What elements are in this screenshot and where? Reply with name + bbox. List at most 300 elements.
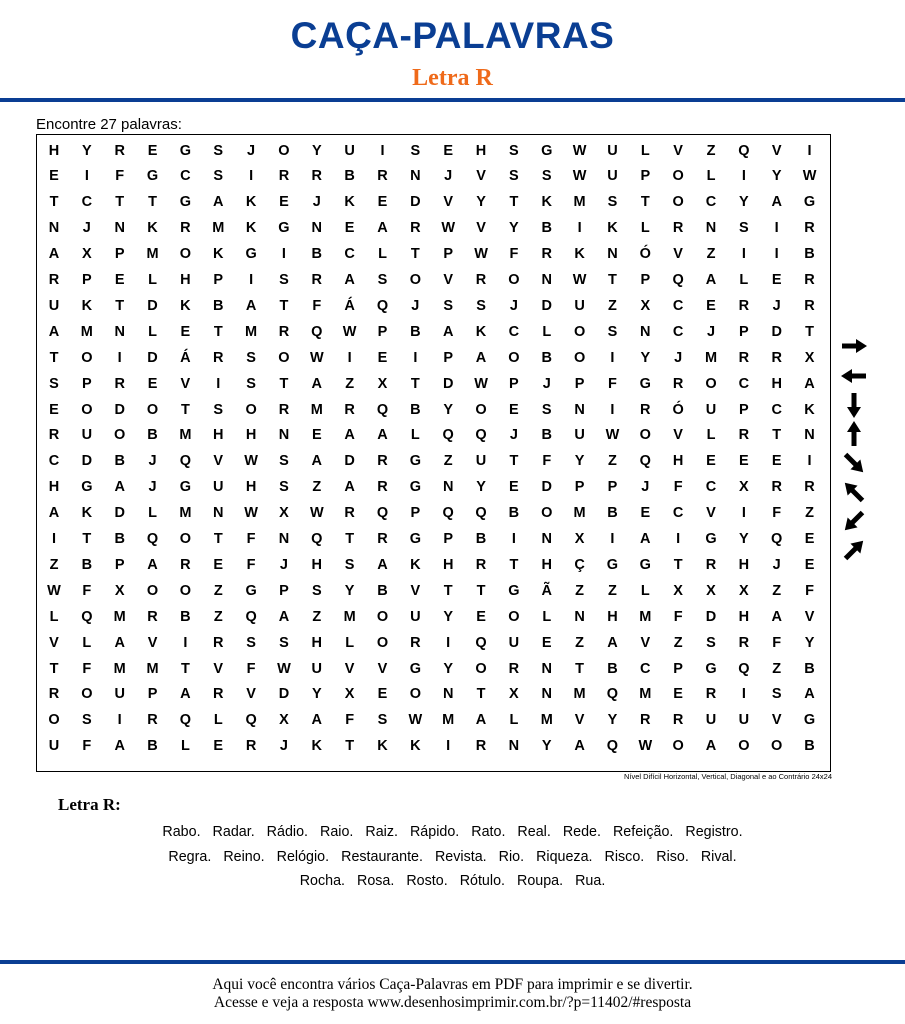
grid-letter: R bbox=[213, 686, 224, 703]
word-item: Riso. bbox=[656, 849, 689, 865]
grid-letter: M bbox=[704, 349, 718, 366]
grid-letter: B bbox=[475, 531, 487, 547]
arrow-right-icon bbox=[842, 339, 867, 353]
grid-letter: N bbox=[410, 168, 421, 185]
grid-letter: N bbox=[311, 220, 323, 237]
grid-letter: B bbox=[147, 738, 158, 755]
grid-letter: H bbox=[738, 556, 750, 573]
grid-letter: I bbox=[117, 349, 122, 366]
grid-letter: Á bbox=[180, 349, 191, 366]
grid-letter: E bbox=[804, 531, 815, 547]
grid-letter: R bbox=[377, 531, 388, 547]
grid-letter: T bbox=[82, 531, 92, 547]
grid-letter: H bbox=[48, 142, 60, 159]
grid-letter: R bbox=[180, 556, 191, 573]
grid-letter: A bbox=[344, 272, 355, 288]
grid-letter: L bbox=[542, 323, 552, 340]
grid-letter: F bbox=[115, 168, 125, 185]
grid-letter: B bbox=[541, 220, 552, 237]
grid-letter: C bbox=[48, 453, 60, 470]
grid-letter: M bbox=[146, 246, 159, 263]
grid-letter: G bbox=[146, 168, 159, 185]
grid-letter: O bbox=[541, 505, 553, 522]
grid-letter: G bbox=[639, 556, 651, 573]
grid-letter: S bbox=[311, 582, 322, 599]
grid-letter: C bbox=[640, 660, 651, 677]
grid-letter: Y bbox=[541, 738, 552, 755]
grid-letter: N bbox=[114, 220, 125, 237]
grid-letter: G bbox=[409, 479, 421, 496]
grid-letter: N bbox=[541, 660, 552, 677]
grid-letter: Z bbox=[608, 453, 617, 470]
grid-letter: Q bbox=[475, 505, 487, 522]
grid-letter: E bbox=[377, 686, 388, 703]
grid-letter: R bbox=[114, 375, 125, 392]
grid-letter: A bbox=[442, 323, 454, 340]
grid-letter: N bbox=[213, 505, 224, 522]
grid-letter: D bbox=[114, 401, 125, 418]
grid-letter: Y bbox=[804, 634, 815, 651]
grid-letter: M bbox=[573, 505, 586, 522]
grid-letter: W bbox=[802, 168, 817, 185]
grid-letter: K bbox=[804, 401, 815, 418]
grid-letter: M bbox=[113, 660, 126, 677]
grid-letter: H bbox=[607, 608, 618, 625]
grid-letter: B bbox=[147, 427, 158, 444]
grid-letter: A bbox=[278, 608, 290, 625]
grid-letter: Z bbox=[213, 608, 223, 625]
grid-letter: H bbox=[771, 375, 782, 392]
grid-letter: N bbox=[574, 401, 585, 418]
word-item: Regra. bbox=[168, 849, 212, 865]
word-item: Rádio. bbox=[266, 824, 308, 840]
grid-letter: H bbox=[213, 427, 224, 444]
grid-letter: H bbox=[311, 634, 323, 651]
grid-letter: I bbox=[610, 531, 615, 547]
grid-letter: K bbox=[607, 220, 618, 237]
grid-letter: O bbox=[672, 738, 684, 755]
grid-letter: S bbox=[706, 634, 716, 651]
grid-letter: T bbox=[115, 297, 125, 314]
word-item: Rio. bbox=[498, 849, 525, 865]
grid-letter: P bbox=[574, 375, 585, 392]
grid-letter: E bbox=[213, 556, 224, 573]
grid-letter: K bbox=[147, 220, 158, 237]
grid-letter: E bbox=[180, 323, 191, 340]
grid-letter: S bbox=[49, 375, 59, 392]
grid-letter: G bbox=[705, 660, 717, 677]
grid-letter: Q bbox=[606, 738, 619, 755]
grid-letter: N bbox=[574, 608, 585, 625]
grid-letter: P bbox=[640, 168, 651, 185]
grid-letter: O bbox=[705, 375, 717, 392]
grid-letter: V bbox=[771, 712, 782, 729]
grid-letter: S bbox=[541, 168, 552, 185]
grid-letter: X bbox=[279, 505, 289, 522]
grid-letter: G bbox=[803, 712, 816, 729]
grid-letter: R bbox=[640, 401, 651, 418]
word-item: Rápido. bbox=[409, 824, 460, 840]
grid-letter: P bbox=[279, 582, 289, 599]
grid-letter: I bbox=[183, 634, 188, 651]
grid-letter: O bbox=[639, 427, 651, 444]
grid-letter: O bbox=[81, 686, 93, 703]
grid-letter: T bbox=[148, 194, 157, 211]
grid-letter: E bbox=[213, 738, 224, 755]
grid-letter: G bbox=[705, 531, 717, 547]
grid-letter: V bbox=[213, 453, 224, 470]
grid-letter: A bbox=[114, 479, 125, 496]
grid-letter: E bbox=[706, 453, 716, 470]
grid-letter: F bbox=[673, 608, 683, 625]
grid-letter: F bbox=[246, 660, 256, 677]
grid-letter: D bbox=[114, 505, 125, 522]
grid-letter: D bbox=[81, 453, 93, 470]
grid-letter: A bbox=[377, 556, 388, 573]
grid-letter: L bbox=[739, 272, 749, 288]
grid-letter: W bbox=[572, 272, 587, 288]
grid-letter: I bbox=[84, 168, 89, 185]
grid-letter: X bbox=[279, 712, 289, 729]
grid-letter: I bbox=[380, 142, 385, 159]
grid-letter: O bbox=[81, 349, 93, 366]
grid-letter: C bbox=[180, 168, 191, 185]
grid-letter: X bbox=[509, 686, 519, 703]
grid-letter: X bbox=[82, 246, 92, 263]
grid-letter: S bbox=[246, 375, 256, 392]
footer-link-text: Acesse e veja a resposta www.desenhosimprimir.com.br/?p=11402/#resposta bbox=[213, 994, 692, 1011]
word-list-line bbox=[20, 848, 885, 866]
grid-letter: W bbox=[342, 323, 357, 340]
grid-letter: Q bbox=[606, 686, 619, 703]
grid-letter: A bbox=[114, 634, 125, 651]
grid-letter: I bbox=[249, 272, 254, 288]
grid-letter: Ó bbox=[639, 246, 651, 263]
grid-letter: Z bbox=[345, 375, 355, 392]
grid-letter: J bbox=[279, 738, 288, 755]
grid-letter: P bbox=[213, 272, 224, 288]
grid-letter: A bbox=[804, 686, 815, 703]
grid-letter: R bbox=[640, 712, 651, 729]
grid-letter: W bbox=[572, 142, 587, 159]
grid-letter: P bbox=[739, 323, 749, 340]
grid-letter: D bbox=[147, 349, 158, 366]
grid-letter: U bbox=[738, 712, 750, 729]
grid-letter: O bbox=[114, 427, 126, 444]
grid-letter: E bbox=[49, 168, 59, 185]
grid-letter: P bbox=[607, 479, 618, 496]
grid-letter: G bbox=[81, 479, 93, 496]
grid-letter: Y bbox=[311, 686, 322, 703]
grid-letter: D bbox=[147, 297, 158, 314]
grid-letter: T bbox=[772, 427, 782, 444]
grid-letter: V bbox=[476, 168, 486, 185]
grid-letter: L bbox=[49, 608, 59, 625]
grid-letter: G bbox=[278, 220, 290, 237]
grid-letter: N bbox=[640, 323, 651, 340]
grid-letter: G bbox=[409, 660, 421, 677]
grid-letter: E bbox=[509, 479, 519, 496]
grid-letter: Q bbox=[475, 427, 487, 444]
grid-letter: T bbox=[608, 272, 617, 288]
grid-letter: K bbox=[475, 323, 487, 340]
grid-letter: Y bbox=[574, 453, 585, 470]
grid-letter: S bbox=[476, 297, 486, 314]
grid-letter: O bbox=[278, 349, 290, 366]
grid-letter: L bbox=[706, 427, 716, 444]
grid-letter: W bbox=[309, 349, 324, 366]
page-subtitle: Letra R bbox=[412, 65, 493, 91]
grid-letter: L bbox=[706, 168, 716, 185]
grid-letter: A bbox=[311, 375, 323, 392]
grid-letter: Z bbox=[608, 582, 617, 599]
grid-letter: Y bbox=[607, 712, 618, 729]
grid-letter: O bbox=[672, 168, 684, 185]
grid-letter: N bbox=[705, 220, 717, 237]
grid-letter: A bbox=[377, 220, 388, 237]
grid-letter: M bbox=[639, 608, 652, 625]
grid-letter: J bbox=[411, 297, 420, 314]
grid-letter: M bbox=[573, 686, 586, 703]
grid-letter: U bbox=[410, 608, 421, 625]
grid-letter: P bbox=[147, 686, 158, 703]
arrow-left-icon bbox=[841, 369, 866, 383]
grid-letter: F bbox=[608, 375, 617, 392]
grid-letter: D bbox=[344, 453, 355, 470]
grid-letter: F bbox=[312, 297, 322, 314]
grid-letter: V bbox=[410, 582, 421, 599]
grid-letter: Y bbox=[443, 660, 454, 677]
grid-letter: V bbox=[640, 634, 651, 651]
grid-letter: W bbox=[605, 427, 620, 444]
grid-letter: E bbox=[673, 686, 683, 703]
grid-letter: I bbox=[741, 505, 746, 522]
grid-letter: V bbox=[180, 375, 191, 392]
grid-letter: O bbox=[245, 401, 257, 418]
grid-letter: R bbox=[344, 505, 355, 522]
grid-letter: F bbox=[772, 505, 782, 522]
word-item: Reino. bbox=[223, 849, 265, 865]
grid-letter: R bbox=[672, 220, 684, 237]
grid-letter: J bbox=[509, 297, 518, 314]
grid-letter: K bbox=[245, 194, 257, 211]
grid-letter: R bbox=[672, 375, 684, 392]
grid-letter: G bbox=[409, 453, 421, 470]
word-item: Raio. bbox=[320, 824, 354, 840]
grid-letter: X bbox=[673, 582, 683, 599]
grid-letter: Y bbox=[509, 220, 519, 237]
grid-letter: Q bbox=[146, 531, 159, 547]
grid-letter: B bbox=[81, 556, 93, 573]
grid-letter: T bbox=[805, 323, 814, 340]
grid-letter: I bbox=[347, 349, 352, 366]
grid-letter: G bbox=[179, 142, 192, 159]
word-item: Relógio. bbox=[276, 849, 330, 865]
grid-letter: V bbox=[706, 505, 716, 522]
grid-letter: P bbox=[443, 246, 454, 263]
arrow-up-left-icon bbox=[840, 478, 868, 506]
grid-letter: R bbox=[311, 168, 323, 185]
grid-letter: Z bbox=[443, 453, 453, 470]
grid-letter: U bbox=[574, 427, 585, 444]
grid-letter: W bbox=[474, 246, 488, 263]
grid-letter: H bbox=[311, 556, 323, 573]
grid-letter: T bbox=[640, 194, 650, 211]
grid-letter: Q bbox=[639, 453, 651, 470]
grid-letter: V bbox=[213, 660, 224, 677]
grid-letter: R bbox=[738, 634, 750, 651]
grid-letter: R bbox=[48, 272, 60, 288]
grid-letter: Y bbox=[476, 194, 486, 211]
grid-letter: P bbox=[640, 272, 651, 288]
grid-letter: E bbox=[706, 297, 716, 314]
grid-letter: I bbox=[216, 375, 221, 392]
grid-letter: M bbox=[179, 427, 192, 444]
grid-letter: Z bbox=[673, 634, 683, 651]
grid-letter: Z bbox=[312, 608, 322, 625]
grid-letter: P bbox=[114, 246, 125, 263]
grid-letter: Z bbox=[312, 479, 322, 496]
grid-letter: A bbox=[48, 505, 60, 522]
grid-letter: R bbox=[213, 634, 224, 651]
grid-letter: R bbox=[114, 142, 125, 159]
grid-letter: R bbox=[344, 401, 355, 418]
word-list-line bbox=[20, 872, 885, 890]
grid-letter: U bbox=[48, 738, 60, 755]
grid-letter: U bbox=[705, 712, 717, 729]
grid-letter: W bbox=[638, 738, 653, 755]
grid-letter: T bbox=[410, 375, 420, 392]
grid-letter: K bbox=[180, 297, 191, 314]
grid-letter: I bbox=[249, 168, 254, 185]
grid-letter: T bbox=[345, 738, 355, 755]
word-item: Restaurante. bbox=[341, 849, 423, 865]
grid-letter: S bbox=[377, 712, 388, 729]
grid-letter: M bbox=[310, 401, 323, 418]
grid-letter: D bbox=[705, 608, 717, 625]
grid-letter: L bbox=[410, 427, 420, 444]
grid-letter: N bbox=[508, 738, 520, 755]
grid-letter: B bbox=[541, 349, 552, 366]
grid-letter: D bbox=[541, 479, 552, 496]
grid-letter: C bbox=[344, 246, 355, 263]
grid-letter: S bbox=[607, 194, 618, 211]
grid-letter: Z bbox=[706, 246, 716, 263]
grid-letter: B bbox=[377, 582, 388, 599]
grid-letter: C bbox=[738, 375, 750, 392]
grid-letter: F bbox=[673, 479, 683, 496]
page-title: CAÇA-PALAVRAS bbox=[290, 15, 615, 56]
grid-letter: G bbox=[803, 194, 816, 211]
grid-letter: M bbox=[573, 194, 586, 211]
footer-text: Aqui você encontra vários Caça-Palavras em PDF para imprimir e se divertir. bbox=[212, 976, 693, 993]
grid-letter: T bbox=[575, 660, 585, 677]
grid-letter: R bbox=[475, 556, 487, 573]
grid-letter: J bbox=[772, 556, 781, 573]
grid-letter: L bbox=[148, 272, 157, 288]
grid-letter: J bbox=[674, 349, 683, 366]
grid-letter: Y bbox=[443, 401, 454, 418]
grid-letter: A bbox=[48, 323, 60, 340]
grid-letter: P bbox=[509, 375, 519, 392]
word-list-line bbox=[20, 823, 885, 841]
grid-letter: W bbox=[277, 660, 291, 677]
grid-letter: P bbox=[574, 479, 585, 496]
grid-letter: Z bbox=[608, 297, 617, 314]
grid-letter: H bbox=[475, 142, 487, 159]
grid-letter: B bbox=[114, 453, 125, 470]
grid-letter: I bbox=[577, 220, 582, 237]
grid-letter: N bbox=[804, 427, 815, 444]
grid-letter: B bbox=[344, 168, 355, 185]
grid-letter: A bbox=[147, 556, 158, 573]
grid-letter: E bbox=[147, 375, 158, 392]
grid-letter: J bbox=[542, 375, 551, 392]
grid-letter: S bbox=[739, 220, 749, 237]
grid-letter: T bbox=[476, 582, 486, 599]
grid-letter: A bbox=[377, 427, 388, 444]
grid-letter: J bbox=[444, 168, 453, 185]
grid-letter: Z bbox=[575, 582, 585, 599]
grid-letter: Q bbox=[376, 297, 389, 314]
grid-letter: K bbox=[81, 297, 93, 314]
grid-letter: L bbox=[640, 142, 650, 159]
grid-letter: E bbox=[443, 142, 454, 159]
arrow-up-right-icon bbox=[841, 536, 869, 564]
grid-letter: E bbox=[804, 556, 815, 573]
grid-letter: N bbox=[541, 686, 552, 703]
grid-letter: X bbox=[114, 582, 125, 599]
grid-letter: V bbox=[443, 272, 454, 288]
grid-letter: U bbox=[508, 634, 520, 651]
grid-letter: T bbox=[509, 453, 519, 470]
grid-letter: R bbox=[377, 453, 388, 470]
grid-letter: G bbox=[179, 194, 192, 211]
grid-letter: E bbox=[279, 194, 289, 211]
grid-letter: R bbox=[410, 634, 421, 651]
grid-letter: I bbox=[446, 634, 451, 651]
grid-letter: X bbox=[574, 531, 585, 547]
grid-letter: Ç bbox=[574, 556, 585, 573]
grid-letter: N bbox=[442, 479, 454, 496]
grid-letter: Q bbox=[738, 660, 750, 677]
grid-letter: J bbox=[148, 453, 157, 470]
grid-letter: H bbox=[442, 556, 454, 573]
word-item: Revista. bbox=[434, 849, 487, 865]
grid-letter: A bbox=[114, 738, 125, 755]
grid-letter: U bbox=[213, 479, 224, 496]
grid-letter: S bbox=[213, 168, 224, 185]
grid-letter: Ó bbox=[672, 401, 684, 418]
grid-letter: J bbox=[279, 556, 288, 573]
grid-letter: Q bbox=[311, 531, 323, 547]
grid-letter: T bbox=[509, 556, 519, 573]
grid-letter: W bbox=[244, 453, 258, 470]
grid-letter: A bbox=[48, 246, 60, 263]
word-item: Rato. bbox=[471, 824, 506, 840]
grid-letter: I bbox=[774, 246, 779, 263]
grid-letter: R bbox=[377, 479, 388, 496]
grid-letter: S bbox=[279, 479, 289, 496]
grid-letter: G bbox=[245, 246, 257, 263]
grid-letter: R bbox=[804, 220, 815, 237]
grid-letter: T bbox=[180, 401, 190, 418]
grid-letter: A bbox=[705, 738, 717, 755]
grid-letter: E bbox=[771, 272, 782, 288]
grid-letter: H bbox=[245, 427, 257, 444]
grid-letter: R bbox=[705, 686, 717, 703]
grid-letter: O bbox=[508, 349, 520, 366]
